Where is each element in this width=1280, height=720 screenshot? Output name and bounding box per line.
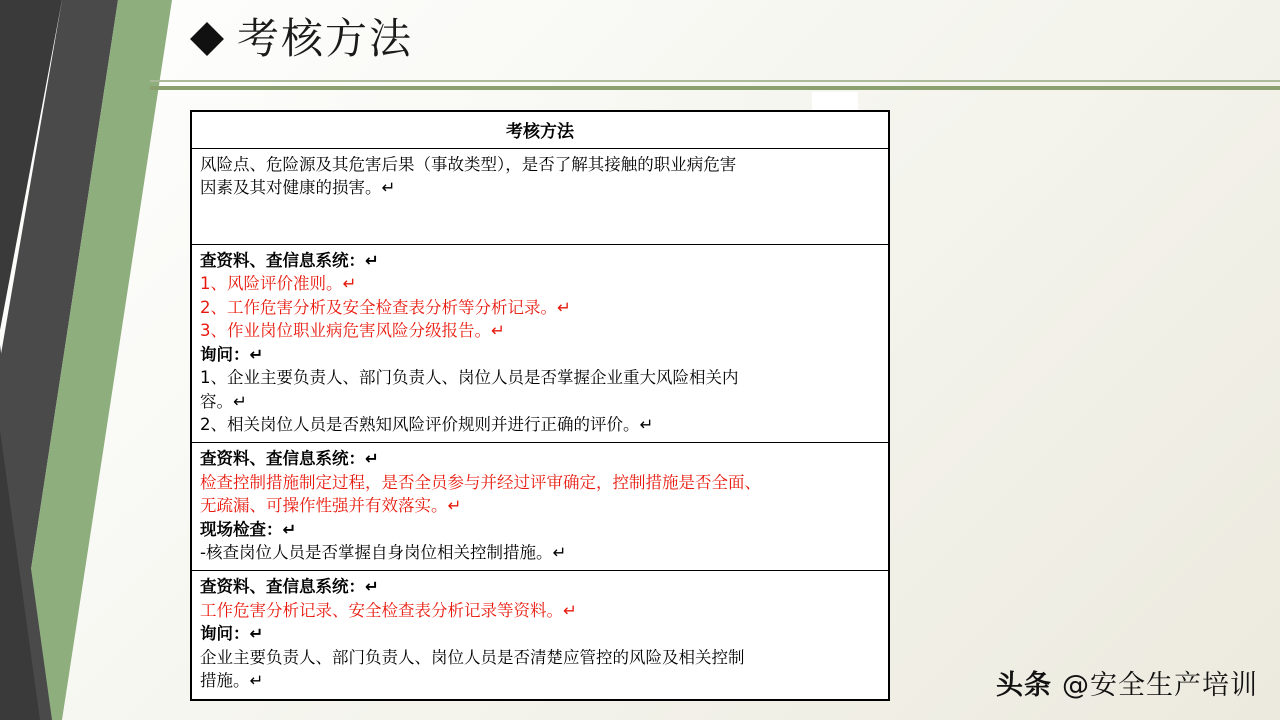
- table-row: [192, 149, 888, 245]
- table-cell-line: 1、企业主要负责人、部门负责人、岗位人员是否掌握企业重大风险相关内: [200, 368, 739, 388]
- table-row: [192, 571, 888, 698]
- table-cell-line: 查资料、查信息系统：↵: [200, 449, 379, 469]
- table-cell-line: 风险点、危险源及其危害后果（事故类型），是否了解其接触的职业病危害: [200, 155, 737, 174]
- table-cell-line: 查资料、查信息系统：↵: [200, 577, 379, 597]
- watermark-logo: 头条: [996, 670, 1052, 701]
- table-cell-line: -核查岗位人员是否掌握自身岗位相关控制措施。↵: [200, 543, 567, 563]
- table-cell-line: 2、工作危害分析及安全检查表分析等分析记录。↵: [200, 297, 571, 317]
- diamond-bullet-icon: [190, 22, 224, 56]
- decorative-chevron-band: [0, 0, 200, 720]
- table-cell-line: 询问：↵: [200, 344, 264, 364]
- watermark-text: @安全生产培训: [1062, 670, 1258, 701]
- table-cell-line: 3、作业岗位职业病危害风险分级报告。↵: [200, 321, 505, 341]
- table-header: 考核方法: [192, 112, 888, 149]
- table-cell-line: 措施。↵: [200, 671, 264, 691]
- table-cell-line: 检查控制措施制定过程，是否全员参与并经过评审确定，控制措施是否全面、: [200, 472, 761, 492]
- table-cell-line: 1、风险评价准则。↵: [200, 274, 357, 294]
- table-cell-line: 容。↵: [200, 391, 247, 411]
- title-rule-top: [150, 80, 1280, 82]
- watermark: [996, 663, 1258, 702]
- table-row: [192, 443, 888, 571]
- page-title: [195, 14, 414, 63]
- table-cell-line: 工作危害分析记录、安全检查表分析记录等资料。↵: [200, 600, 577, 620]
- table-cell-line: 2、相关岗位人员是否熟知风险评价规则并进行正确的评价。↵: [200, 414, 654, 434]
- table-cell-line: 询问：↵: [200, 624, 264, 644]
- table-cell-line: 企业主要负责人、部门负责人、岗位人员是否清楚应管控的风险及相关控制: [200, 647, 745, 667]
- title-rule-bottom: [150, 86, 1280, 90]
- table-cell-line: 因素及其对健康的损害。↵: [200, 178, 396, 198]
- assessment-table: [190, 110, 890, 701]
- table-cell-line: 现场检查：↵: [200, 519, 297, 539]
- page-title-text: 考核方法: [237, 14, 414, 63]
- table-cell-line: 查资料、查信息系统：↵: [200, 251, 379, 270]
- table-row: [192, 245, 888, 443]
- table-cell-line: 无疏漏、可操作性强并有效落实。↵: [200, 496, 462, 516]
